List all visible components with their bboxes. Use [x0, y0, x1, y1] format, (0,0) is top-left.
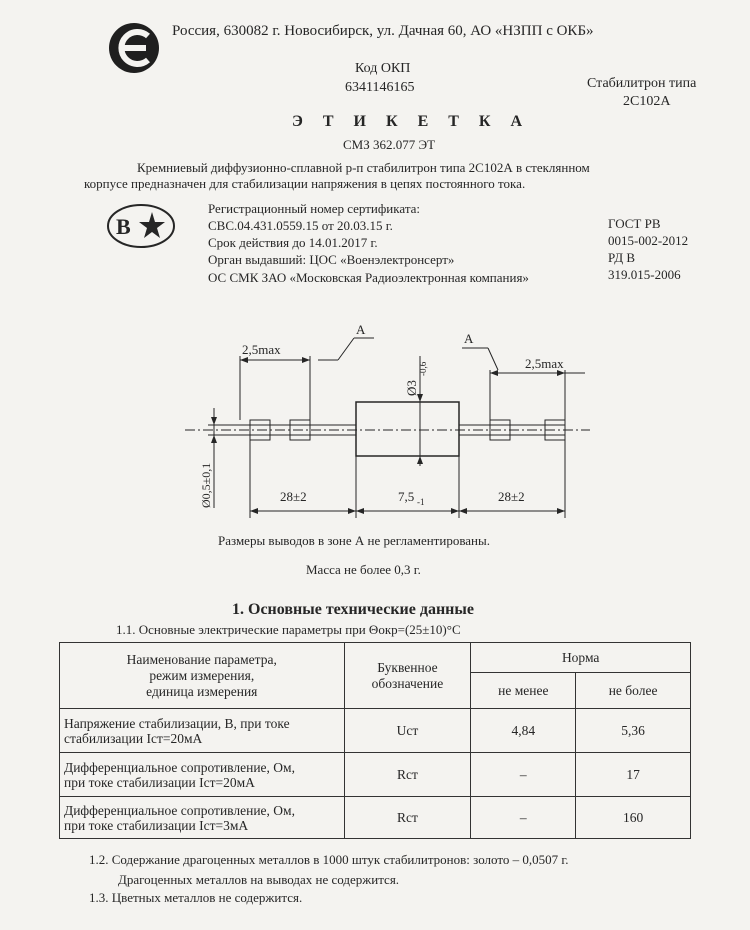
row-min: 4,84 [471, 709, 576, 753]
device-label: Стабилитрон типа [587, 76, 697, 91]
footer-line-3: 1.3. Цветных металлов не содержится. [89, 890, 303, 905]
dim-label-lead-length-right: 28±2 [498, 489, 525, 504]
diode-body [356, 402, 459, 456]
okp-label: Код ОКП [355, 61, 411, 76]
header-max: не более [576, 673, 691, 709]
doc-code: СМЗ 362.077 ЭТ [343, 137, 436, 152]
cert-reg-label: Регистрационный номер сертификата: [208, 201, 421, 216]
diode-dimension-drawing [180, 318, 600, 528]
row-symbol: Uст [344, 709, 471, 753]
row-name: Напряжение стабилизации, В, при токе стабилизации Iст=20мА [60, 709, 345, 753]
rd-line-2: 319.015-2006 [608, 267, 681, 282]
row-name: Дифференциальное сопротивление, Ом, при токе стабилизации Iст=3мА [60, 797, 345, 839]
cert-reg-number: СВС.04.431.0559.15 от 20.03.15 г. [208, 218, 393, 233]
row-symbol: Rст [344, 797, 471, 839]
header-symbol: Буквенное обозначение [344, 643, 471, 709]
table-row [60, 797, 691, 839]
section-subtitle: 1.1. Основные электрические параметры при Θокр=(25±10)°С [116, 622, 461, 637]
note-mass: Масса не более 0,3 г. [306, 562, 421, 577]
device-type: 2С102А [623, 94, 671, 109]
dim-label-body-length: 7,5 [398, 489, 415, 504]
gost-line-2: 0015-002-2012 [608, 233, 689, 248]
description-line-1: Кремниевый диффузионно-сплавной р-п стабилитрон типа 2С102А в стеклянном [137, 160, 590, 175]
note-zone: Размеры выводов в зоне А не регламентированы. [218, 533, 490, 548]
row-max: 160 [576, 797, 691, 839]
footer-line-1: 1.2. Содержание драгоценных металлов в 1000 штук стабилитронов: золото – 0,0507 г. [89, 852, 569, 867]
row-min: – [471, 797, 576, 839]
cert-issuer-2: ОС СМК ЗАО «Московская Радиоэлектронная компания» [208, 270, 529, 285]
dim-label-body-diameter-tol: -0,6 [418, 361, 428, 376]
dim-label-body-diameter: Ø3 [404, 380, 419, 396]
okp-code: 6341146165 [345, 80, 415, 95]
certification-logo [106, 203, 176, 249]
dim-label-body-length-tol: -1 [417, 497, 425, 507]
row-symbol: Rст [344, 753, 471, 797]
header-parameter: Наименование параметра, режим измерения, единица измерения [60, 643, 345, 709]
dim-label-lead-length-left: 28±2 [280, 489, 307, 504]
row-max: 5,36 [576, 709, 691, 753]
company-logo [108, 22, 160, 74]
dim-label-2-5max-right: 2,5max [525, 356, 564, 371]
page-title: Э Т И К Е Т К А [292, 113, 531, 130]
dim-label-2-5max-left: 2,5max [242, 342, 281, 357]
dim-label-lead-diameter: Ø0,5±0,1 [199, 462, 213, 508]
row-min: – [471, 753, 576, 797]
cert-issuer: Орган выдавший: ЦОС «Военэлектронсерт» [208, 252, 455, 267]
zone-label-right: А [464, 331, 474, 346]
header-min: не менее [471, 673, 576, 709]
rd-line-1: РД В [608, 250, 636, 265]
cert-logo-letter: В [116, 214, 131, 239]
section-title: 1. Основные технические данные [232, 601, 474, 618]
table-row [60, 709, 691, 753]
description-line-2: корпусе предназначен для стабилизации напряжения в цепях постоянного тока. [84, 176, 526, 191]
company-address: Россия, 630082 г. Новосибирск, ул. Дачная 60, АО «НЗПП с ОКБ» [172, 23, 594, 39]
table-row [60, 753, 691, 797]
parameters-table [59, 642, 691, 839]
zone-leader-right-slope [488, 348, 498, 370]
gost-line-1: ГОСТ РВ [608, 216, 661, 231]
footer-line-2: Драгоценных металлов на выводах не содержится. [118, 872, 400, 887]
row-name: Дифференциальное сопротивление, Ом, при токе стабилизации Iст=20мА [60, 753, 345, 797]
header-norm: Норма [471, 643, 691, 673]
zone-label-left: А [356, 322, 366, 337]
cert-validity: Срок действия до 14.01.2017 г. [208, 235, 378, 250]
zone-leader-left-slope [338, 338, 354, 360]
row-max: 17 [576, 753, 691, 797]
